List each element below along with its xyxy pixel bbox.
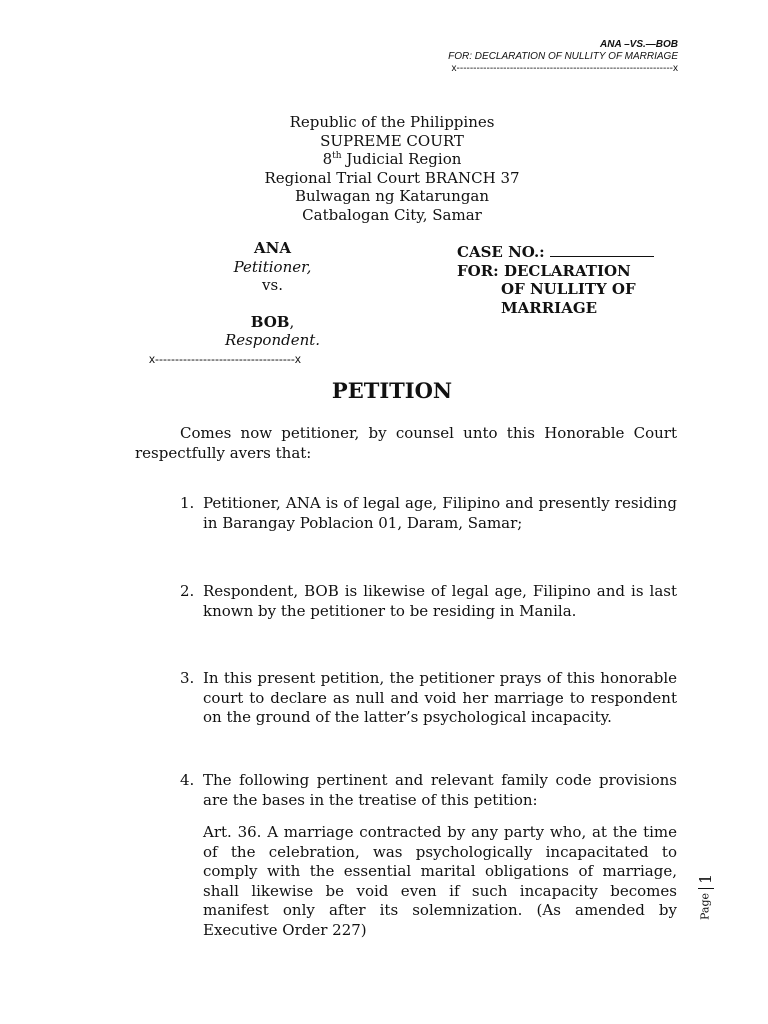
- header-rule: x-----------------------------------------------------------------x: [451, 63, 678, 74]
- respondent-comma: ,: [289, 312, 295, 331]
- court-line-bulwagan: Bulwagan ng Katarungan: [294, 187, 490, 205]
- page-label: Page: [698, 892, 712, 920]
- case-for-line2: OF NULLITY OF: [501, 280, 636, 298]
- parties-block: [195, 239, 350, 350]
- item-text: Respondent, BOB is likewise of legal age, Filipino and is last known by the petitioner to be residing in Manila.: [203, 582, 677, 620]
- court-line-rtc: Regional Trial Court BRANCH 37: [264, 168, 520, 187]
- petitioner-role: Petitioner,: [233, 257, 312, 276]
- case-number-line: [457, 243, 654, 262]
- item-number: 4.: [180, 771, 195, 789]
- document-title: PETITION: [331, 378, 453, 403]
- case-number-blank: [550, 243, 654, 257]
- court-line-city: Catbalogan City, Samar: [302, 205, 482, 224]
- court-line-region: [0, 150, 768, 169]
- petitioner-name: ANA: [254, 239, 291, 257]
- case-for-line3: MARRIAGE: [501, 298, 598, 317]
- header-subject: FOR: DECLARATION OF NULLITY OF MARRIAGE: [448, 51, 678, 62]
- case-label: CASE NO.:: [457, 243, 550, 261]
- header-parties: ANA –VS.—BOB: [600, 39, 678, 50]
- item-text: Petitioner, ANA is of legal age, Filipino and presently residing in Barangay Poblacion 01, Daram, Samar;: [203, 494, 677, 532]
- case-for-line1: FOR: DECLARATION: [457, 261, 631, 280]
- court-caption: [0, 113, 768, 224]
- page-marker: [696, 874, 715, 920]
- region-text: Judicial Region: [341, 150, 462, 168]
- list-item: [180, 771, 677, 810]
- respondent-role: Respondent.: [224, 331, 321, 349]
- caption-separator: x-----------------------------------x: [149, 352, 301, 366]
- list-item: [180, 494, 677, 533]
- respondent-name: BOB: [250, 312, 290, 331]
- region-ordinal: th: [332, 151, 342, 161]
- list-item: [180, 669, 677, 728]
- case-info: [457, 243, 654, 317]
- region-number: 8: [322, 150, 333, 168]
- item-text: The following pertinent and relevant family code provisions are the bases in the treatise of this petition:: [203, 771, 677, 809]
- running-header: [448, 39, 678, 75]
- page-marker-bar: [698, 888, 714, 889]
- page-number: 1: [696, 873, 715, 884]
- item-number: 2.: [180, 582, 195, 600]
- list-item: [180, 582, 677, 621]
- court-line-supreme: SUPREME COURT: [320, 131, 464, 150]
- respondent-line: [195, 313, 350, 332]
- item-text: In this present petition, the petitioner prays of this honorable court to declare as null and void her marriage to respondent on the ground of the latter’s psychological incapacity.: [203, 669, 677, 726]
- article-36-quote: Art. 36. A marriage contracted by any party who, at the time of the celebration, was psychologically incapacitated to comply with the essential marital obligations of marriage, shall likewise be void even if such incapacity becomes manifest only after its solemnization. (As amended by Executive Order 227): [203, 823, 677, 939]
- item-number: 3.: [180, 669, 195, 687]
- item-number: 1.: [180, 494, 195, 512]
- court-line-republic: Republic of the Philippines: [289, 113, 495, 131]
- versus-label: vs.: [262, 276, 283, 294]
- intro-paragraph: Comes now petitioner, by counsel unto this Honorable Court respectfully avers that:: [135, 424, 677, 462]
